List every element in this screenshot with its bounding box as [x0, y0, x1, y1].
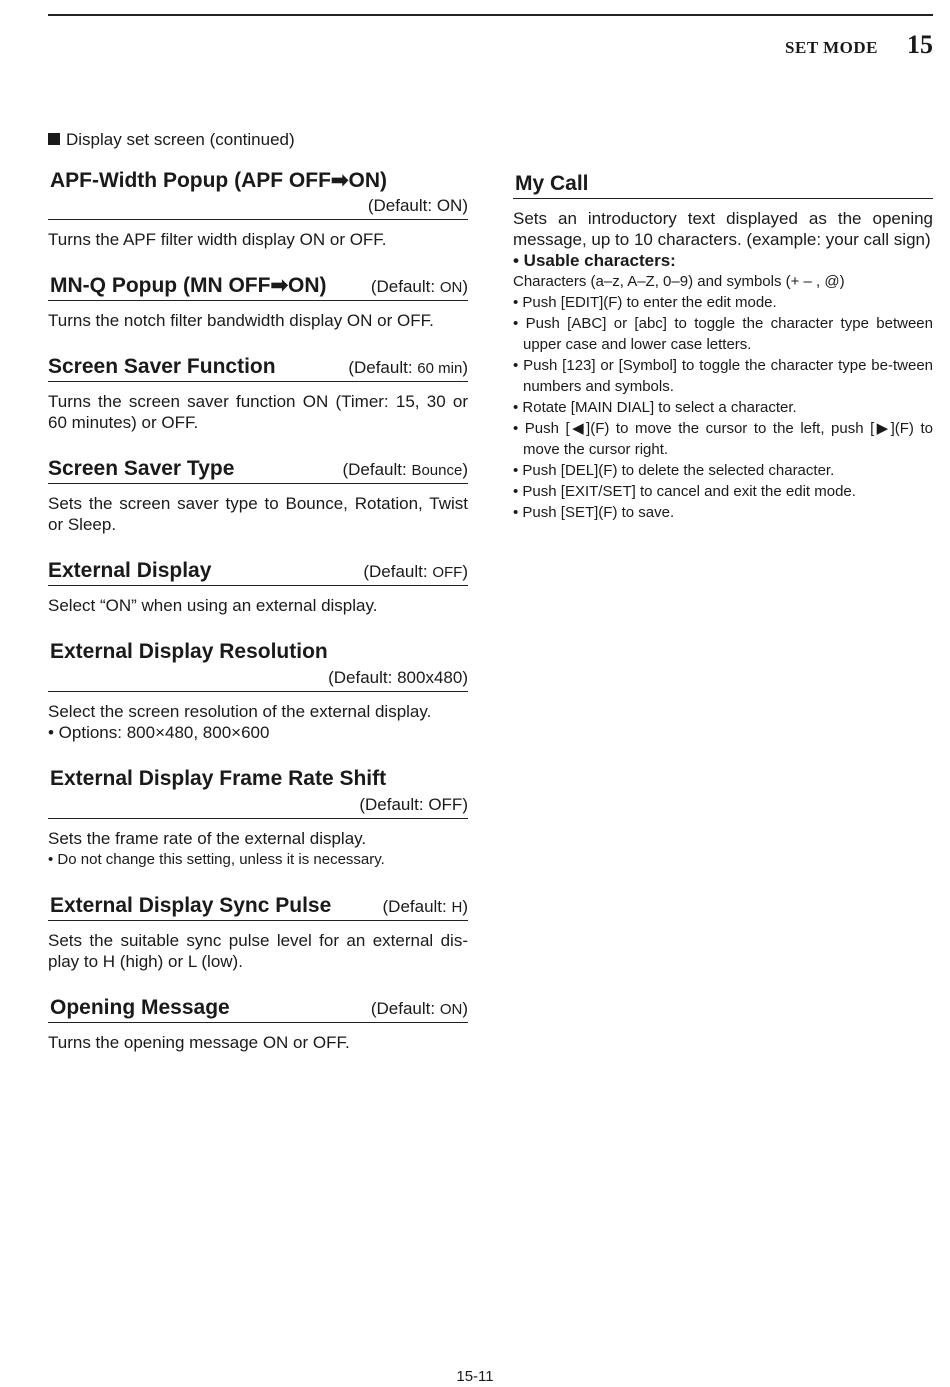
usable-characters-list: Characters (a–z, A–Z, 0–9) and symbols (+ – , @)	[513, 273, 845, 290]
list-item: • Push [DEL](F) to delete the selected character.	[513, 462, 835, 479]
section-external-display-sync-pulse	[48, 887, 468, 972]
section-external-display-frame-rate-shift	[48, 764, 468, 870]
section-title: External Display	[48, 559, 212, 582]
default-value: (Default: H)	[382, 897, 468, 916]
section-apf-width-popup	[48, 165, 468, 250]
section-opening-message	[48, 989, 468, 1053]
options-note: • Options: 800×480, 800×600	[48, 723, 270, 742]
list-item: • Push [◀](F) to move the cursor to the left, push [▶](F) to move the cursor right.	[513, 420, 933, 458]
section-header	[48, 887, 468, 921]
list-item: • Push [123] or [Symbol] to toggle the character type be-tween numbers and symbols.	[513, 357, 933, 395]
usable-characters-heading: • Usable characters:	[513, 251, 676, 270]
section-title: MN-Q Popup (MN OFF➡ON)	[50, 274, 327, 297]
section-description: Sets the suitable sync pulse level for an external dis-play to H (high) or L (low).	[48, 931, 468, 971]
section-description: Select the screen resolution of the external display.	[48, 702, 432, 721]
section-title: APF-Width Popup (APF OFF➡ON)	[50, 169, 388, 192]
section-header	[48, 764, 468, 819]
section-title: Opening Message	[50, 996, 230, 1019]
section-description: Turns the APF filter width display ON or OFF.	[48, 230, 387, 249]
default-value: (Default: ON)	[370, 999, 468, 1018]
intro-text: Display set screen (continued)	[66, 130, 295, 149]
list-item: • Rotate [MAIN DIAL] to select a character.	[513, 399, 797, 416]
list-item: • Push [EDIT](F) to enter the edit mode.	[513, 294, 777, 311]
section-external-display-resolution	[48, 637, 468, 743]
list-item: • Push [EXIT/SET] to cancel and exit the edit mode.	[513, 483, 856, 500]
section-header	[48, 165, 468, 220]
chapter-number: 15	[907, 30, 933, 59]
section-mn-q-popup	[48, 267, 468, 331]
section-my-call	[513, 165, 933, 523]
default-value: (Default: OFF)	[363, 562, 468, 581]
section-external-display	[48, 552, 468, 616]
list-item: • Push [SET](F) to save.	[513, 504, 675, 521]
section-description: Turns the screen saver function ON (Timer: 15, 30 or 60 minutes) or OFF.	[48, 392, 468, 432]
section-description: Sets the frame rate of the external display.	[48, 829, 367, 848]
list-item: • Push [ABC] or [abc] to toggle the character type between upper case and lower case letters.	[513, 315, 933, 353]
chapter-title: SET MODE	[785, 38, 878, 57]
section-screen-saver-type	[48, 450, 468, 535]
section-description: Sets an introductory text displayed as the opening message, up to 10 characters. (example: your call sign)	[513, 209, 933, 249]
top-rule	[48, 14, 933, 16]
section-header	[48, 348, 468, 382]
section-header	[48, 637, 468, 692]
intro-line	[48, 130, 295, 150]
section-description: Turns the notch filter bandwidth display ON or OFF.	[48, 311, 434, 330]
default-value: (Default: ON)	[370, 277, 468, 296]
caution-note: • Do not change this setting, unless it is necessary.	[48, 851, 385, 868]
section-description: Turns the opening message ON or OFF.	[48, 1033, 350, 1052]
section-description: Select “ON” when using an external display.	[48, 596, 378, 615]
default-value: (Default: 60 min)	[348, 358, 468, 377]
section-screen-saver-function	[48, 348, 468, 433]
section-title: External Display Resolution	[50, 640, 328, 663]
section-header	[513, 165, 933, 199]
section-title: Screen Saver Function	[48, 355, 276, 378]
edit-instructions	[513, 292, 933, 523]
section-header	[48, 267, 468, 301]
section-title: External Display Frame Rate Shift	[50, 767, 387, 790]
default-value: (Default: Bounce)	[342, 460, 468, 479]
section-title: My Call	[515, 172, 589, 195]
section-description: Sets the screen saver type to Bounce, Rotation, Twist or Sleep.	[48, 494, 468, 534]
page-number: 15-11	[456, 1368, 494, 1385]
default-value: (Default: OFF)	[359, 795, 468, 814]
section-title: Screen Saver Type	[48, 457, 235, 480]
default-value: (Default: ON)	[367, 196, 468, 215]
section-header	[48, 989, 468, 1023]
section-title: External Display Sync Pulse	[50, 894, 332, 917]
default-value: (Default: 800x480)	[328, 668, 468, 687]
square-bullet-icon	[48, 133, 60, 145]
section-header	[48, 552, 468, 586]
section-header	[48, 450, 468, 484]
